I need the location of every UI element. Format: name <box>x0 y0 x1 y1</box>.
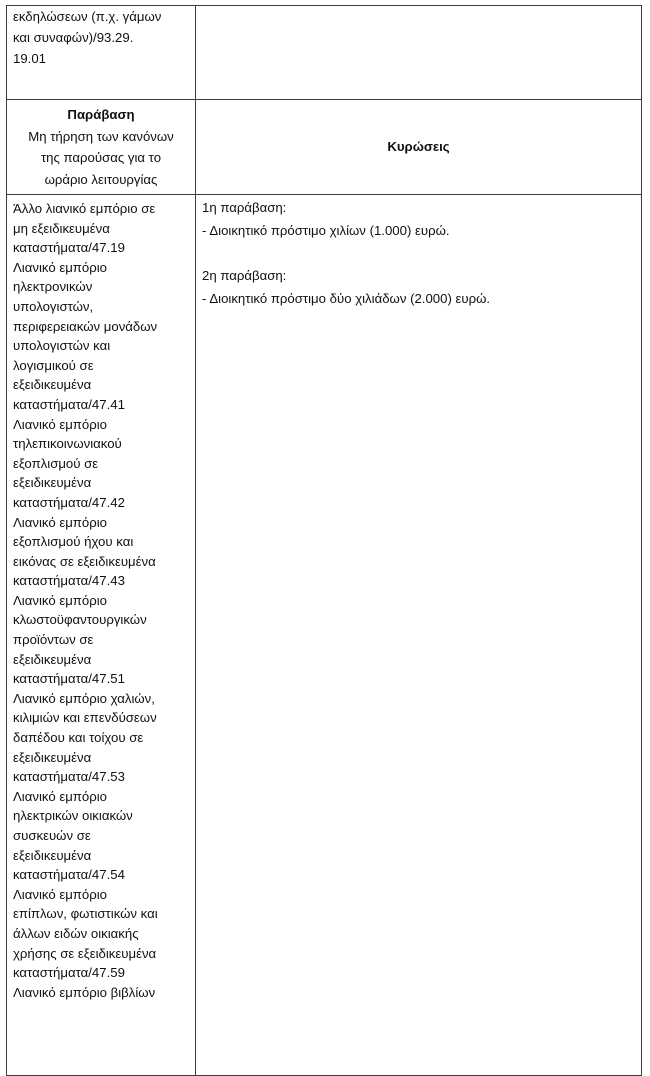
activities-cell <box>7 195 196 1076</box>
activity-line: υπολογιστών και <box>13 338 111 354</box>
activity-line: κιλιμιών και επενδύσεων <box>13 710 157 726</box>
table-header-row <box>7 100 642 195</box>
violation-header-line: ωράριο λειτουργίας <box>44 171 158 187</box>
activity-line: καταστήματα/47.53 <box>13 769 125 785</box>
activity-line: καταστήματα/47.51 <box>13 671 125 687</box>
activity-line: Λιανικό εμπόριο <box>13 259 107 275</box>
activity-line: κλωστοϋφαντουργικών <box>13 612 147 628</box>
sanctions-header-title: Κυρώσεις <box>387 139 450 155</box>
activity-line: συσκευών σε <box>13 828 91 843</box>
activity-line: εικόνας σε εξειδικευμένα <box>13 553 156 569</box>
penalties-table <box>6 5 642 1076</box>
sanctions-header-cell <box>196 100 642 195</box>
activity-line: καταστήματα/47.42 <box>13 494 125 510</box>
top-left-cell <box>7 6 196 100</box>
violation-header-cell <box>7 100 196 195</box>
activity-line: υπολογιστών, <box>13 298 94 314</box>
activity-line: Λιανικό εμπόριο <box>13 592 107 608</box>
first-violation-penalty: - Διοικητικό πρόστιμο χιλίων (1.000) ευρώ. <box>202 223 450 238</box>
activity-line: εξειδικευμένα <box>13 749 92 765</box>
activity-line: εξειδικευμένα <box>13 847 92 863</box>
activity-line: Άλλο λιανικό εμπόριο σε <box>13 201 156 216</box>
second-violation-penalty: - Διοικητικό πρόστιμο δύο χιλιάδων (2.000) ευρώ. <box>202 291 491 306</box>
activity-line: άλλων ειδών οικιακής <box>13 925 139 941</box>
activity-line: προϊόντων σε <box>13 632 94 648</box>
activity-line: μη εξειδικευμένα <box>13 220 110 236</box>
activity-line: καταστήματα/47.59 <box>13 965 125 981</box>
activity-line: ηλεκτρικών οικιακών <box>13 808 133 824</box>
violation-header-title: Παράβαση <box>67 107 135 122</box>
top-right-cell <box>196 6 642 100</box>
activity-line: καταστήματα/47.54 <box>13 867 125 883</box>
activity-line: περιφερειακών μονάδων <box>13 318 158 334</box>
second-violation-title: 2η παράβαση: <box>202 268 287 283</box>
top-left-line: εκδηλώσεων (π.χ. γάμων <box>13 9 162 24</box>
activity-line: δαπέδου και τοίχου σε <box>13 730 144 746</box>
activity-line: καταστήματα/47.41 <box>13 396 125 412</box>
activity-line: Λιανικό εμπόριο <box>13 788 107 804</box>
activity-line: Λιανικό εμπόριο βιβλίων <box>13 984 156 1000</box>
first-violation-title: 1η παράβαση: <box>202 200 287 215</box>
activity-line: ηλεκτρονικών <box>13 279 93 295</box>
activity-line: Λιανικό εμπόριο <box>13 416 107 432</box>
top-left-line: 19.01 <box>13 51 47 66</box>
activity-line: καταστήματα/47.43 <box>13 573 125 589</box>
activity-line: εξοπλισμού ήχου και <box>13 534 134 550</box>
sanctions-cell <box>196 195 642 1076</box>
activity-line: Λιανικό εμπόριο χαλιών, <box>13 690 155 706</box>
table-row-top <box>7 6 642 100</box>
activity-line: καταστήματα/47.19 <box>13 240 125 256</box>
violation-header-line: της παρούσας για το <box>40 150 162 165</box>
activity-line: εξειδικευμένα <box>13 475 92 491</box>
activity-line: εξειδικευμένα <box>13 377 92 393</box>
activity-line: επίπλων, φωτιστικών και <box>13 906 158 922</box>
activity-line: Λιανικό εμπόριο <box>13 886 107 902</box>
activity-line: λογισμικού σε <box>13 357 94 373</box>
activity-line: χρήσης σε εξειδικευμένα <box>13 945 157 961</box>
activity-line: εξειδικευμένα <box>13 651 92 667</box>
table-row-body <box>7 195 642 1076</box>
spacer <box>202 242 641 264</box>
activity-line: εξοπλισμού σε <box>13 455 99 471</box>
activity-line: Λιανικό εμπόριο <box>13 514 107 530</box>
activity-line: τηλεπικοινωνιακού <box>13 436 122 452</box>
top-left-line: και συναφών)/93.29. <box>13 30 134 45</box>
violation-header-line: Μη τήρηση των κανόνων <box>28 128 174 144</box>
